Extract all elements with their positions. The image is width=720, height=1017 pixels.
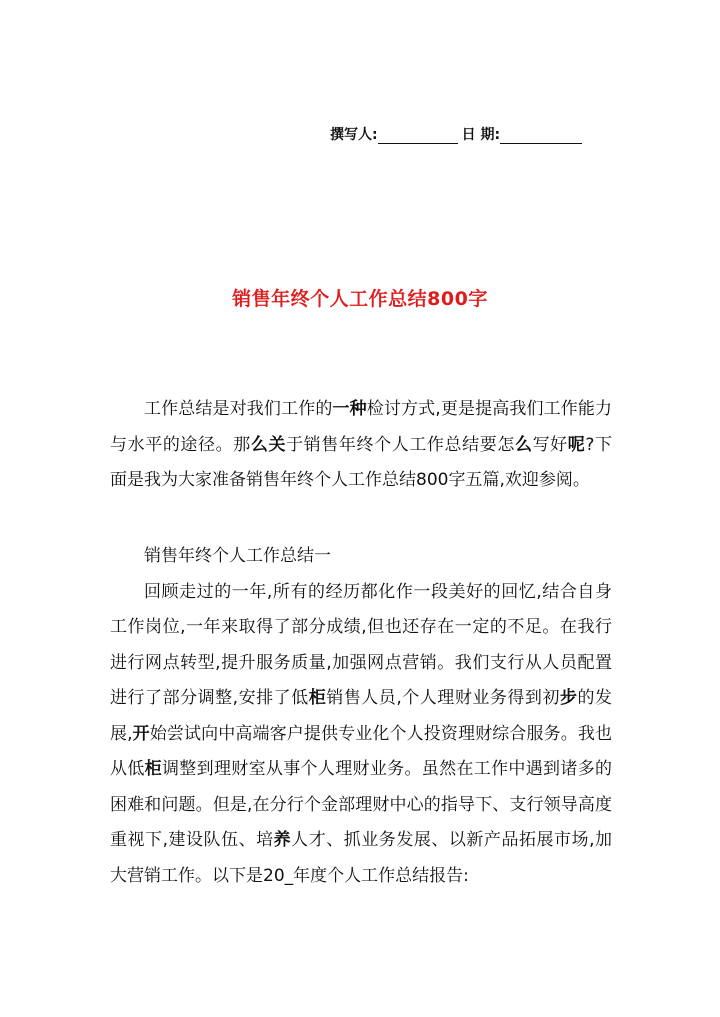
document-title: 销售年终个人工作总结800字 <box>232 288 488 310</box>
section-heading: 销售年终个人工作总结一 <box>144 546 331 566</box>
intro-text <box>110 392 612 499</box>
body-segment: 人才、抓业务发展、以新产品拓展市场,加大营销工作。以下是20_年度个人工作总结报告: <box>110 830 613 886</box>
body-segment: 销售人员,个人理财业务得到初 <box>326 688 560 708</box>
body-segment: 始尝试向中高端客户提供专业化个人投资理财综合服务。我也从低 <box>110 723 613 779</box>
intro-bold: 一种 <box>332 399 367 419</box>
intro-segment: 检讨方式,更是提高我们工作能力与水平的途径。那 <box>110 399 613 455</box>
body-bold: 柜 <box>144 759 162 779</box>
intro-paragraph <box>110 392 612 499</box>
body-bold: 步 <box>559 688 578 708</box>
date-label: 日 期: <box>461 127 501 143</box>
body-bold: 柜 <box>308 688 327 708</box>
body-bold: 开 <box>132 723 150 744</box>
intro-segment: ?下面是我为大家准备销售年终个人工作总结800字五篇,欢迎参阅。 <box>110 434 613 490</box>
body-bold: 养 <box>273 830 292 850</box>
intro-segment: 于销售年终个人工作总结要怎 <box>286 434 515 455</box>
intro-segment: 写好 <box>532 434 568 455</box>
intro-segment: 工作总结是对我们工作的 <box>144 399 333 419</box>
author-date-line <box>330 124 620 144</box>
body-segment: 调整到理财室从事个人理财业务。虽然在工作中遇到诸多的困难和问题。但是,在分行个金部理财中心的指导下、支行领导高度重视下,建设队伍、培 <box>110 759 613 850</box>
intro-bold: 么 <box>514 434 533 455</box>
author-blank <box>378 128 458 144</box>
body-segment: 回顾走过的一年,所有的经历都化作一段美好的回忆,结合自身工作岗位,一年来取得了部分成绩,但也还存在一定的不足。在我行进行网点转型,提升服务质量,加强网点营销。我们支行从人员配置进行了部分调整,安排了低 <box>110 581 612 708</box>
author-label: 撰写人: <box>330 127 378 143</box>
body-segment: 的发展, <box>110 688 613 744</box>
section-1-body <box>110 575 612 895</box>
date-blank <box>500 128 582 144</box>
intro-bold: 呢 <box>567 434 586 455</box>
section-1 <box>110 539 612 894</box>
intro-bold: 么关 <box>250 434 287 455</box>
